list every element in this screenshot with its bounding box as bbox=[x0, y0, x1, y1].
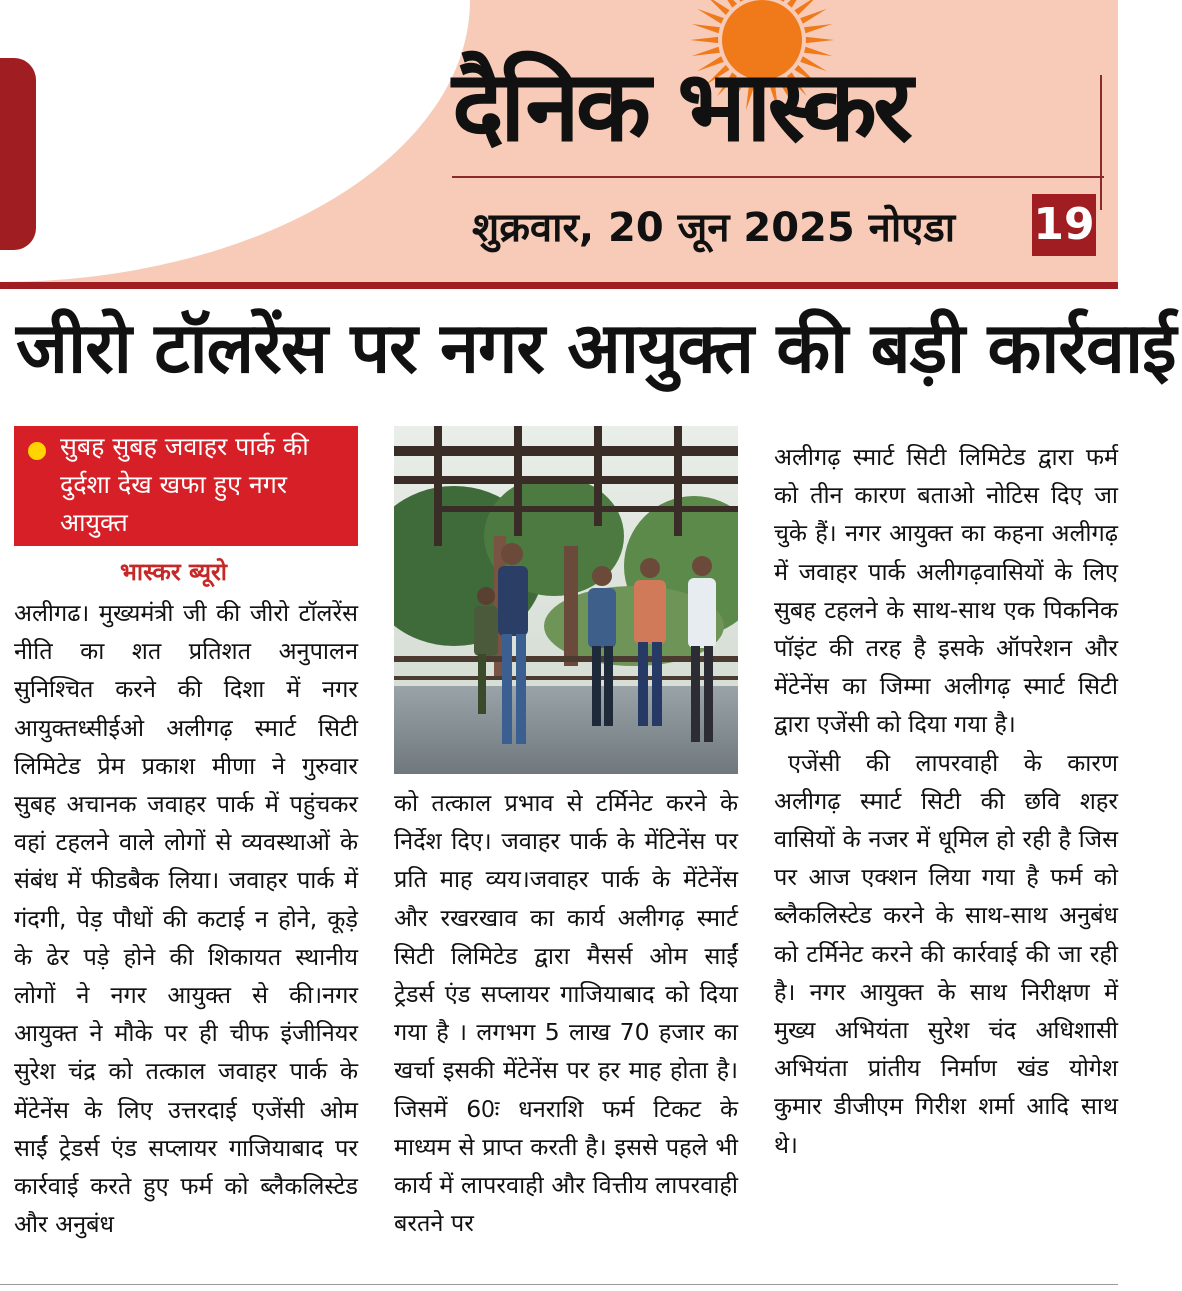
sun-ray bbox=[800, 9, 827, 24]
bullet-dot-icon bbox=[28, 442, 46, 460]
article-column-2 bbox=[394, 784, 738, 1242]
column-3-paragraph-2: एजेंसी की लापरवाही के कारण अलीगढ़ स्मार्ट सिटी की छवि शहर वासियों के नजर में धूमिल हो रही है जिस पर आज एक्शन लिया गया है फर्म को ब्लैकलिस्टेड करने के साथ-साथ अनुबंध को टर्मिनेट करने की कार्रवाई की जा रही है। नगर आयुक्त के साथ निरीक्षण में मुख्य अभियंता सुरेश चंद अधिशासी अभियंता प्रांतीय निर्माण खंड योगेश कुमार डीजीएम गिरीश शर्मा आदि साथ थे। bbox=[774, 748, 1118, 1159]
article-column-3 bbox=[774, 438, 1118, 1164]
page-edge-tab bbox=[0, 58, 36, 250]
page-bottom-rule bbox=[0, 1284, 1118, 1285]
sun-ray bbox=[692, 24, 720, 33]
article-headline: जीरो टॉलरेंस पर नगर आयुक्त की बड़ी कार्रवाई bbox=[16, 307, 1176, 389]
subhead-text: सुबह सुबह जवाहर पार्क की दुर्दशा देख खफा हुए नगर आयुक्त bbox=[60, 432, 309, 537]
sun-ray bbox=[690, 37, 718, 43]
article-column-1 bbox=[14, 594, 358, 1243]
subhead-box bbox=[14, 426, 358, 546]
sun-ray bbox=[804, 24, 832, 33]
column-2-text: को तत्काल प्रभाव से टर्मिनेट करने के निर्देश दिए। जवाहर पार्क के मेंटिनेंस पर प्रति माह व्यय।जवाहर पार्क के मेंटेनेंस और रखरखाव का कार्य अलीगढ़ स्मार्ट सिटी लिमिटेड द्वारा मैसर्स ओम साईं ट्रेडर्स एंड सप्लायर गाजियाबाद को दिया गया है । लगभग 5 लाख 70 हजार का खर्चा इसकी मेंटेनेंस पर हर माह होता है। जिसमें 60ः धनराशि फर्म टिकट के माध्यम से प्राप्त करती है। इससे पहले भी कार्य में लापरवाही और वित्तीय लापरवाही बरतने पर bbox=[394, 789, 738, 1238]
sun-ray bbox=[706, 0, 730, 15]
sun-ray bbox=[794, 0, 818, 15]
masthead-rule bbox=[452, 176, 1104, 178]
page-number-badge: 19 bbox=[1032, 194, 1096, 256]
column-3-paragraph-1: अलीगढ़ स्मार्ट सिटी लिमिटेड द्वारा फर्म को तीन कारण बताओ नोटिस दिए जा चुके हैं। नगर आयुक्त का कहना अलीगढ़ में जवाहर पार्क अलीगढ़वासियों के लिए सुबह टहलने के साथ-साथ एक पिकनिक पॉइंट की तरह है इसके ऑपरेशन और मेंटेनेंस का जिम्मा अलीगढ़ स्मार्ट सिटी द्वारा एजेंसी को दिया गया है। bbox=[774, 443, 1118, 739]
dateline: शुक्रवार, 20 जून 2025 नोएडा bbox=[472, 205, 956, 251]
park-inspection-photo bbox=[394, 426, 738, 774]
masthead-divider bbox=[0, 282, 1118, 289]
sun-ray bbox=[697, 9, 724, 24]
masthead-rule-vertical bbox=[1100, 75, 1102, 210]
newspaper-name: दैनिक भास्कर bbox=[452, 50, 909, 164]
sun-ray bbox=[806, 37, 834, 43]
column-1-text: अलीगढ। मुख्यमंत्री जी की जीरो टॉलरेंस नीति का शत प्रतिशत अनुपालन सुनिश्चित करने की दिशा में नगर आयुक्तध्सीईओ अलीगढ़ स्मार्ट सिटी लिमिटेड प्रेम प्रकाश मीणा ने गुरुवार सुबह अचानक जवाहर पार्क में पहुंचकर वहां टहलने वाले लोगों से व्यवस्थाओं के संबंध में फीडबैक लिया। जवाहर पार्क में गंदगी, पेड़ पौधों की कटाई न होने, कूड़े के ढेर पड़े होने की शिकायत स्थानीय लोगों ने नगर आयुक्त से की।नगर आयुक्त ने मौके पर ही चीफ इंजीनियर सुरेश चंद्र को तत्काल जवाहर पार्क के मेंटेनेंस के लिए उत्तरदाई एजेंसी ओम साईं ट्रेडर्स एंड सप्लायर गाजियाबाद पर कार्रवाई करते हुए फर्म को ब्लैकलिस्टेड और अनुबंध bbox=[14, 599, 358, 1239]
byline: भास्कर ब्यूरो bbox=[120, 558, 228, 586]
